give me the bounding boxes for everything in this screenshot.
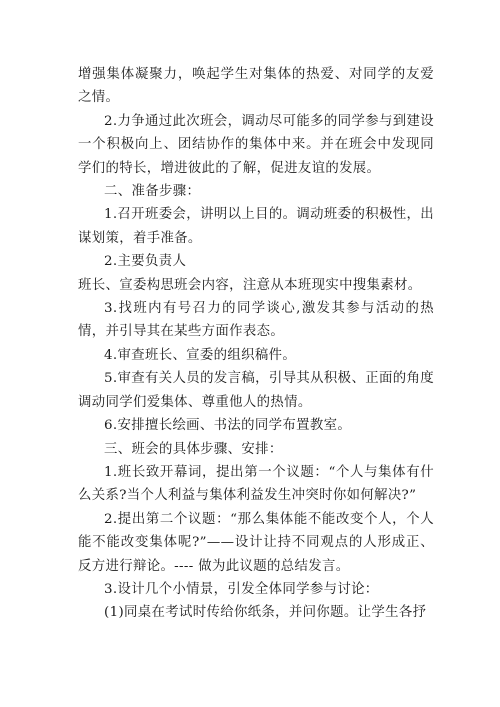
paragraph-9: 5.审查有关人员的发言稿，引导其从积极、正面的角度调动同学们爱集体、尊重他人的热情。 xyxy=(78,371,434,410)
paragraph-14: 3.设计几个小情景，引发全体同学参与讨论： xyxy=(104,581,379,597)
paragraph-5: 2.主要负责人 xyxy=(104,254,187,270)
document-body xyxy=(78,63,434,625)
paragraph-6: 班长、宣委构思班会内容，注意从本班现实中搜集素材。 xyxy=(78,277,422,293)
paragraph-1: 增强集体凝聚力，唤起学生对集体的热爱、对同学的友爱之情。 xyxy=(78,67,434,106)
paragraph-8: 4.审查班长、宣委的组织稿件。 xyxy=(104,347,297,363)
paragraph-15: (1)同桌在考试时传给你纸条，并问你题。让学生各抒 xyxy=(104,605,427,621)
section-heading-preparation: 二、准备步骤： xyxy=(104,184,201,200)
paragraph-10: 6.安排擅长绘画、书法的同学布置教室。 xyxy=(104,418,352,434)
paragraph-12: 1.班长致开幕词，提出第一个议题：“个人与集体有什么关系?当个人利益与集体利益发生冲突时你如何解决?” xyxy=(78,464,434,504)
paragraph-4: 1.召开班委会，讲明以上目的。调动班委的积极性，出谋划策，着手准备。 xyxy=(78,207,434,246)
paragraph-7: 3.找班内有号召力的同学谈心,激发其参与活动的热情，并引导其在某些方面作表态。 xyxy=(78,301,434,340)
paragraph-2: 2.力争通过此次班会，调动尽可能多的同学参与到建设一个积极向上、团结协作的集体中来。并在班会中发现同学们的特长，增进彼此的了解，促进友谊的发展。 xyxy=(78,113,434,176)
section-heading-steps: 三、班会的具体步骤、安排： xyxy=(104,441,283,457)
paragraph-13: 2.提出第二个议题：“那么集体能不能改变个人，个人能不能改变集体呢?”——设计让持不同观点的人形成正、反方进行辩论。---- 做为此议题的总结发言。 xyxy=(78,511,434,574)
